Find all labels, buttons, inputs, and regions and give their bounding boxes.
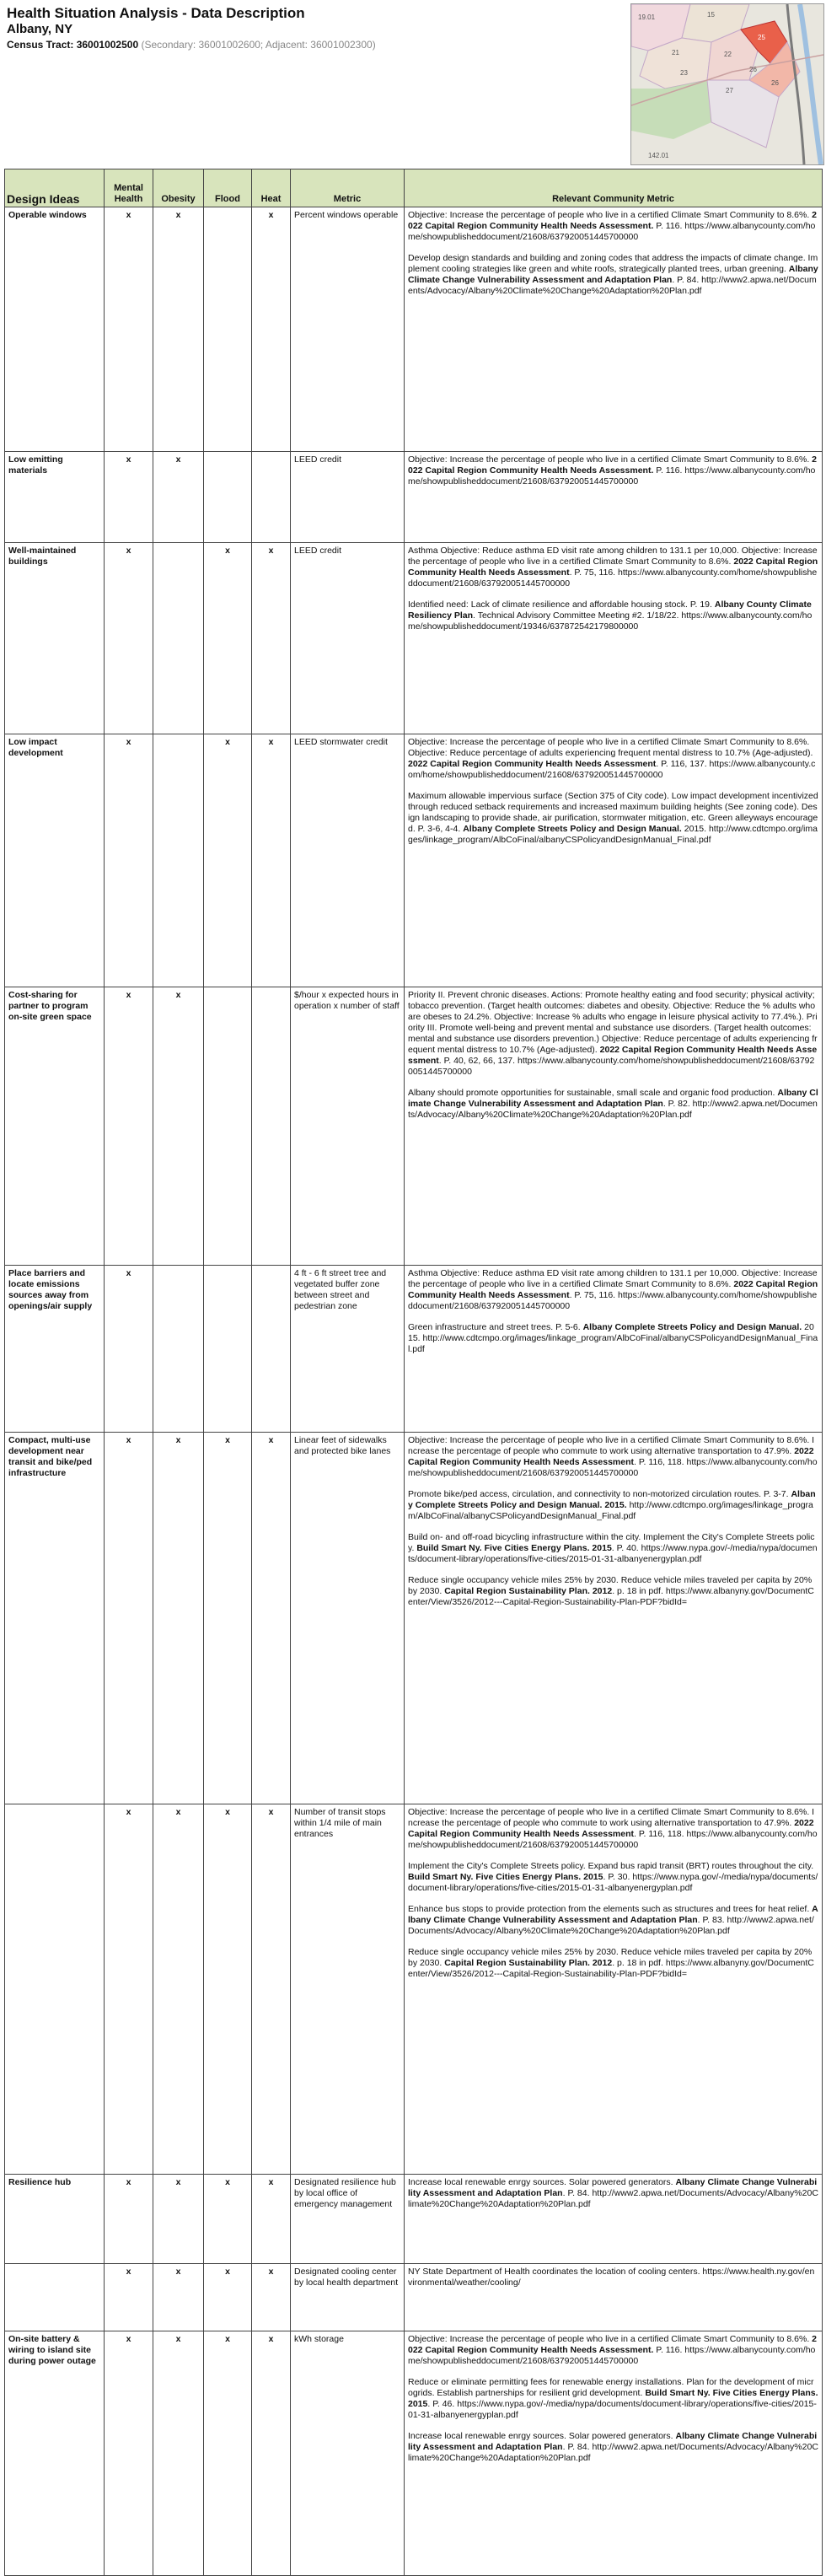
data-description-table xyxy=(4,169,823,2576)
table-row xyxy=(5,1266,823,1433)
obesity-mark xyxy=(153,1266,204,1433)
metric: Designated resilience hub by local office of emergency management xyxy=(291,2175,405,2264)
relevant-metric xyxy=(405,207,823,452)
design-idea: On-site battery & wiring to island site during power outage xyxy=(5,2331,105,2576)
flood-mark: x xyxy=(204,734,252,987)
metric: Number of transit stops within 1/4 mile of main entrances xyxy=(291,1804,405,2175)
header-design-ideas: Design Ideas xyxy=(5,169,105,207)
document-header xyxy=(7,5,597,52)
flood-mark: x xyxy=(204,1804,252,2175)
tract-label: Census Tract: xyxy=(7,39,74,51)
mental-health-mark: x xyxy=(105,734,153,987)
table-row xyxy=(5,1433,823,1804)
flood-mark: x xyxy=(204,2264,252,2331)
header-flood: Flood xyxy=(204,169,252,207)
metric-paragraph: Albany should promote opportunities for sustainable, small scale and organic food production. Albany Climate Change Vulnerability Assessment and Adaptation Plan. P. 82. http://www2.apwa.net/Documents/Advocacy/Albany%20Climate%20Change%20Adaptation%20Plan.pdf xyxy=(408,1088,818,1120)
obesity-mark: x xyxy=(153,207,204,452)
metric-paragraph: Increase local renewable enrgy sources. Solar powered generators. Albany Climate Change Vulnerability Assessment and Adaptation Plan. P. 84. http://www2.apwa.net/Documents/Advocacy/Albany%20Climate%20Change%20Adaptation%20Plan.pdf xyxy=(408,2177,818,2209)
tract-map-svg xyxy=(631,4,823,164)
heat-mark: x xyxy=(252,207,291,452)
metric-paragraph: Implement the City's Complete Streets policy. Expand bus rapid transit (BRT) routes throughout the city. Build Smart Ny. Five Cities Energy Plans. 2015. P. 30. https://www.nypa.gov/-/media/nypa/documents/document-library/operations/five-cities/2015-01-31-albanyenergyplan.pdf xyxy=(408,1861,818,1893)
metric-paragraph: Build on- and off-road bicycling infrastructure within the city. Implement the City's Complete Streets policy. Build Smart Ny. Five Cities Energy Plans. 2015. P. 40. https://www.nypa.gov/-/media/nypa/documents/document-library/operations/five-cities/2015-01-31-albanyenergyplan.pdf xyxy=(408,1532,818,1564)
mental-health-mark: x xyxy=(105,2264,153,2331)
flood-mark xyxy=(204,1266,252,1433)
obesity-mark xyxy=(153,543,204,734)
tract-secondary: (Secondary: 36001002600; Adjacent: 36001002300) xyxy=(141,39,376,51)
table-row xyxy=(5,1804,823,2175)
design-idea xyxy=(5,1804,105,2175)
heat-mark xyxy=(252,987,291,1266)
metric-paragraph: Identified need: Lack of climate resilience and affordable housing stock. P. 19. Albany County Climate Resiliency Plan. Technical Advisory Committee Meeting #2. 1/18/22. https://www.albanycounty.com/home/showpublisheddocument/19346/637872542179800000 xyxy=(408,600,813,632)
metric-paragraph: Objective: Increase the percentage of people who live in a certified Climate Smart Community to 8.6%. Increase the percentage of people who commute to work using alternative transportation to 47.9%. 2022 Capital Region Community Health Needs Assessment. P. 116, 118. https://www.albanycounty.com/home/showpublisheddocument/21608/637920051445700000 xyxy=(408,1807,818,1850)
map-label: 21 xyxy=(672,49,679,56)
page-title: Health Situation Analysis - Data Description xyxy=(7,5,305,21)
obesity-mark: x xyxy=(153,2264,204,2331)
flood-mark xyxy=(204,987,252,1266)
table-row xyxy=(5,734,823,987)
mental-health-mark: x xyxy=(105,1804,153,2175)
obesity-mark: x xyxy=(153,1433,204,1804)
relevant-metric xyxy=(405,1804,823,2175)
metric-paragraph: Asthma Objective: Reduce asthma ED visit rate among children to 131.1 per 10,000. Objective: Increase the percentage of people who live in a certified Climate Smart Community to 8.6%. 2022 Capital Region Community Health Needs Assessment. P. 75, 116. https://www.albanycounty.com/home/showpublisheddocument/21608/637920051445700000 xyxy=(408,1268,818,1311)
obesity-mark: x xyxy=(153,2331,204,2576)
obesity-mark: x xyxy=(153,452,204,543)
metric-paragraph: Reduce or eliminate permitting fees for renewable energy installations. Plan for the development of microgrids. Establish partnerships for resilient grid development. Build Smart Ny. Five Cities Energy Plans. 2015. P. 46. https://www.nypa.gov/-/media/nypa/documents/document-library/operations/five-cities/2015-01-31-albanyenergyplan.pdf xyxy=(408,2377,818,2420)
flood-mark: x xyxy=(204,2175,252,2264)
metric-paragraph: Objective: Increase the percentage of people who live in a certified Climate Smart Community to 8.6%. 2022 Capital Region Community Health Needs Assessment. P. 116. https://www.albanycounty.com/home/showpublisheddocument/21608/637920051445700000 xyxy=(408,2334,817,2366)
table-row xyxy=(5,543,823,734)
map-label: 26 xyxy=(749,66,757,73)
relevant-metric xyxy=(405,734,823,987)
map-label: 25 xyxy=(758,34,765,41)
table-row xyxy=(5,207,823,452)
design-idea: Well-maintained buildings xyxy=(5,543,105,734)
location-label: Albany, NY xyxy=(7,22,73,36)
mental-health-mark: x xyxy=(105,1266,153,1433)
heat-mark: x xyxy=(252,2331,291,2576)
metric-paragraph: Objective: Increase the percentage of people who live in a certified Climate Smart Community to 8.6%. 2022 Capital Region Community Health Needs Assessment. P. 116. https://www.albanycounty.com/home/showpublisheddocument/21608/637920051445700000 xyxy=(408,210,817,242)
heat-mark: x xyxy=(252,734,291,987)
heat-mark xyxy=(252,452,291,543)
flood-mark: x xyxy=(204,543,252,734)
relevant-metric xyxy=(405,452,823,543)
design-idea: Operable windows xyxy=(5,207,105,452)
metric: $/hour x expected hours in operation x number of staff xyxy=(291,987,405,1266)
relevant-metric xyxy=(405,2175,823,2264)
metric-paragraph: Develop design standards and building and zoning codes that address the impacts of climate change. Implement cooling strategies like green and white roofs, strategically planted trees, urban greening. Albany Climate Change Vulnerability Assessment and Adaptation Plan. P. 84. http://www2.apwa.net/Documents/Advocacy/Albany%20Climate%20Change%20Adaptation%20Plan.pdf xyxy=(408,253,818,296)
metric-paragraph: Green infrastructure and street trees. P. 5-6. Albany Complete Streets Policy and Design Manual. 2015. http://www.cdtcmpo.org/images/linkage_program/AlbCoFinal/albanyCSPolicyandDesignManual_Final.pdf xyxy=(408,1322,818,1354)
design-idea: Compact, multi-use development near transit and bike/ped infrastructure xyxy=(5,1433,105,1804)
design-idea: Low emitting materials xyxy=(5,452,105,543)
metric-paragraph: Reduce single occupancy vehicle miles 25% by 2030. Reduce vehicle miles traveled per capita by 20% by 2030. Capital Region Sustainability Plan. 2012. p. 18 in pdf. https://www.albanyny.gov/DocumentCenter/View/3526/2012---Capital-Region-Sustainability-Plan-PDF?bidId= xyxy=(408,1575,814,1607)
mental-health-mark: x xyxy=(105,543,153,734)
table-header-row xyxy=(5,169,823,207)
heat-mark: x xyxy=(252,543,291,734)
obesity-mark: x xyxy=(153,2175,204,2264)
header-relevant-metric: Relevant Community Metric xyxy=(405,169,823,207)
metric: LEED credit xyxy=(291,543,405,734)
metric-paragraph: Reduce single occupancy vehicle miles 25% by 2030. Reduce vehicle miles traveled per capita by 20% by 2030. Capital Region Sustainability Plan. 2012. p. 18 in pdf. https://www.albanyny.gov/DocumentCenter/View/3526/2012---Capital-Region-Sustainability-Plan-PDF?bidId= xyxy=(408,1947,814,1979)
table-row xyxy=(5,987,823,1266)
obesity-mark: x xyxy=(153,1804,204,2175)
relevant-metric xyxy=(405,2331,823,2576)
table-row xyxy=(5,2264,823,2331)
obesity-mark: x xyxy=(153,987,204,1266)
metric-paragraph: Objective: Increase the percentage of people who live in a certified Climate Smart Community to 8.6%. Objective: Reduce percentage of adults experiencing frequent mental distress to 10.7% (Age-adjusted). 2022 Capital Region Community Health Needs Assessment. P. 116, 137. https://www.albanycounty.com/home/showpublisheddocument/21608/637920051445700000 xyxy=(408,737,816,780)
relevant-metric xyxy=(405,2264,823,2331)
metric-paragraph: NY State Department of Health coordinates the location of cooling centers. https://www.health.ny.gov/environmental/weather/cooling/ xyxy=(408,2267,815,2288)
map-label: 27 xyxy=(726,87,733,94)
metric: LEED stormwater credit xyxy=(291,734,405,987)
metric-paragraph: Asthma Objective: Reduce asthma ED visit rate among children to 131.1 per 10,000. Objective: Increase the percentage of people who live in a certified Climate Smart Community to 8.6%. 2022 Capital Region Community Health Needs Assessment. P. 75, 116. https://www.albanycounty.com/home/showpublisheddocument/21608/637920051445700000 xyxy=(408,546,818,589)
heat-mark: x xyxy=(252,2264,291,2331)
design-idea: Cost-sharing for partner to program on-site green space xyxy=(5,987,105,1266)
flood-mark xyxy=(204,452,252,543)
heat-mark: x xyxy=(252,1804,291,2175)
obesity-mark xyxy=(153,734,204,987)
flood-mark: x xyxy=(204,1433,252,1804)
mental-health-mark: x xyxy=(105,1433,153,1804)
design-idea xyxy=(5,2264,105,2331)
header-metric: Metric xyxy=(291,169,405,207)
heat-mark: x xyxy=(252,2175,291,2264)
relevant-metric xyxy=(405,987,823,1266)
metric-paragraph: Increase local renewable enrgy sources. Solar powered generators. Albany Climate Change Vulnerability Assessment and Adaptation Plan. P. 84. http://www2.apwa.net/Documents/Advocacy/Albany%20Climate%20Change%20Adaptation%20Plan.pdf xyxy=(408,2431,818,2463)
metric: Designated cooling center by local health department xyxy=(291,2264,405,2331)
design-idea: Low impact development xyxy=(5,734,105,987)
metric: kWh storage xyxy=(291,2331,405,2576)
tract-map xyxy=(630,3,824,165)
map-label: 23 xyxy=(680,69,688,77)
metric: Linear feet of sidewalks and protected bike lanes xyxy=(291,1433,405,1804)
header-mental-health: Mental Health xyxy=(105,169,153,207)
header-obesity: Obesity xyxy=(153,169,204,207)
metric-paragraph: Objective: Increase the percentage of people who live in a certified Climate Smart Community to 8.6%. 2022 Capital Region Community Health Needs Assessment. P. 116. https://www.albanycounty.com/home/showpublisheddocument/21608/637920051445700000 xyxy=(408,454,817,487)
table-row xyxy=(5,2331,823,2576)
flood-mark: x xyxy=(204,2331,252,2576)
map-label: 19.01 xyxy=(638,13,656,21)
relevant-metric xyxy=(405,1433,823,1804)
metric: Percent windows operable xyxy=(291,207,405,452)
map-label: 142.01 xyxy=(648,152,669,159)
mental-health-mark: x xyxy=(105,2331,153,2576)
metric: LEED credit xyxy=(291,452,405,543)
mental-health-mark: x xyxy=(105,987,153,1266)
mental-health-mark: x xyxy=(105,2175,153,2264)
map-label: 15 xyxy=(707,11,715,19)
map-label: 26 xyxy=(771,79,779,87)
design-idea: Resilience hub xyxy=(5,2175,105,2264)
heat-mark xyxy=(252,1266,291,1433)
mental-health-mark: x xyxy=(105,207,153,452)
relevant-metric xyxy=(405,1266,823,1433)
metric: 4 ft - 6 ft street tree and vegetated buffer zone between street and pedestrian zone xyxy=(291,1266,405,1433)
metric-paragraph: Promote bike/ped access, circulation, and connectivity to non-motorized circulation routes. P. 3-7. Albany Complete Streets Policy and Design Manual. 2015. http://www.cdtcmpo.org/images/linkage_program/AlbCoFinal/albanyCSPolicyandDesignManual_Final.pdf xyxy=(408,1489,816,1521)
table-row xyxy=(5,452,823,543)
census-tract-line xyxy=(7,37,597,52)
map-label: 22 xyxy=(724,51,732,58)
metric-paragraph: Enhance bus stops to provide protection from the elements such as structures and trees for heat relief. Albany Climate Change Vulnerability Assessment and Adaptation Plan. P. 83. http://www2.apwa.net/Documents/Advocacy/Albany%20Climate%20Change%20Adaptation%20Plan.pdf xyxy=(408,1904,818,1936)
design-idea: Place barriers and locate emissions sources away from openings/air supply xyxy=(5,1266,105,1433)
heat-mark: x xyxy=(252,1433,291,1804)
header-heat: Heat xyxy=(252,169,291,207)
metric-paragraph: Objective: Increase the percentage of people who live in a certified Climate Smart Community to 8.6%. Increase the percentage of people who commute to work using alternative transportation to 47.9%. 2022 Capital Region Community Health Needs Assessment. P. 116, 118. https://www.albanycounty.com/home/showpublisheddocument/21608/637920051445700000 xyxy=(408,1435,818,1478)
metric-paragraph: Priority II. Prevent chronic diseases. Actions: Promote healthy eating and food security; physical activity; tobacco prevention. (Target health outcomes: diabetes and obesity. Objective: Reduce the % adults who are obeses to 24.2%. Objective: Increase % adults who engage in leisure physical activity to 77.4%.). Priority III. Promote well-being and prevent mental and substance use disorders. (Target health outcomes: mental and substance use disorders prevention.) Objective: Reduce percentage of adults experiencing frequent mental distress to 10.7% (Age-adjusted). 2022 Capital Region Community Health Needs Assessment. P. 40, 62, 66, 137. https://www.albanycounty.com/home/showpublisheddocument/21608/637920051445700000 xyxy=(408,990,818,1077)
flood-mark xyxy=(204,207,252,452)
relevant-metric xyxy=(405,543,823,734)
table-row xyxy=(5,2175,823,2264)
metric-paragraph: Maximum allowable impervious surface (Section 375 of City code). Low impact development incentivized through reduced setback requirements and increased maximum building heights (See zoning code). Design landscaping to provide shade, air purification, stormwater mitigation, etc. Green alleyways encouraged. P. 3-6, 4-4. Albany Complete Streets Policy and Design Manual. 2015. http://www.cdtcmpo.org/images/linkage_program/AlbCoFinal/albanyCSPolicyandDesignManual_Final.pdf xyxy=(408,791,818,845)
tract-primary: 36001002500 xyxy=(76,39,139,51)
mental-health-mark: x xyxy=(105,452,153,543)
